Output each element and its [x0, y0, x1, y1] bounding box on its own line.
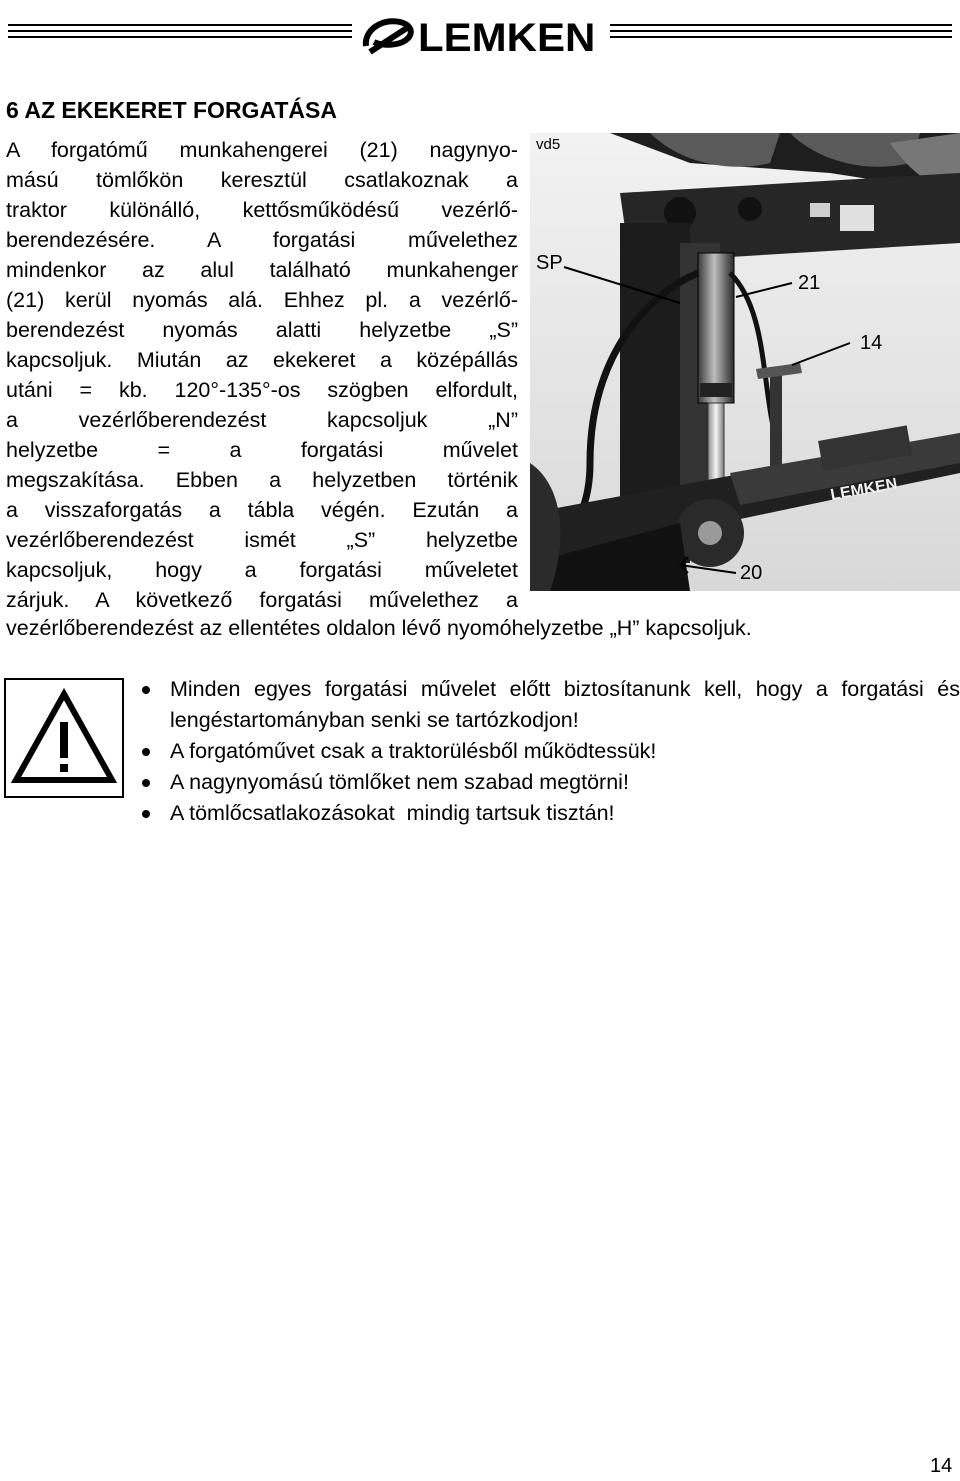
- paragraph-line: berendezést nyomás alatti helyzetbe „S”: [6, 318, 518, 342]
- header-rule-right: [610, 24, 952, 44]
- bullet-dot-icon: [142, 779, 150, 787]
- section-title: 6 AZ EKEKERET FORGATÁSA: [6, 97, 337, 123]
- paragraph-line: a visszaforgatás a tábla végén. Ezután a: [6, 498, 518, 522]
- bullet-text: A tömlőcsatlakozásokat mindig tartsuk tisztán!: [170, 801, 615, 825]
- figure-code-label: vd5: [536, 136, 561, 153]
- label-14: 14: [860, 332, 883, 354]
- plough-photo: [530, 133, 960, 591]
- bullet-dot-icon: [142, 810, 150, 818]
- page-header: [0, 0, 960, 70]
- body-paragraph: [6, 135, 518, 615]
- paragraph-line: vezérlőberendezést ismét „S” helyzetbe: [6, 528, 518, 552]
- paragraph-line: (21) kerül nyomás alá. Ehhez pl. a vezérlő-: [6, 288, 518, 312]
- paragraph-line: traktor különálló, kettősműködésű vezérlő-: [6, 198, 518, 222]
- paragraph-line: helyzetbe = a forgatási művelet: [6, 438, 518, 462]
- bullet-dot-icon: [142, 686, 150, 694]
- page-number: 14: [930, 1455, 953, 1477]
- paragraph-line: kapcsoljuk. Miután az ekekeret a középállás: [6, 348, 518, 372]
- paragraph-line: a vezérlőberendezést kapcsoljuk „N”: [6, 408, 518, 432]
- brand-emblem-icon: [360, 12, 418, 62]
- safety-bullet-list: [138, 674, 960, 829]
- paragraph-last-line: vezérlőberendezést az ellentétes oldalon lévő nyomóhelyzetbe „H” kapcsoljuk.: [6, 616, 752, 640]
- list-item: [138, 767, 960, 798]
- paragraph-line: A forgatómű munkahengerei (21) nagynyo-: [6, 138, 518, 162]
- label-sp: SP: [536, 252, 563, 274]
- bullet-text: Minden egyes forgatási művelet előtt biztosítanunk kell, hogy a forgatási és lengéstartományban senki se tartózkodjon!: [170, 677, 960, 732]
- paragraph-line: kapcsoljuk, hogy a forgatási műveletet: [6, 558, 518, 582]
- warning-triangle-icon: [4, 678, 124, 798]
- paragraph-line: berendezésére. A forgatási művelethez: [6, 228, 518, 252]
- brand-logo: [360, 12, 610, 62]
- plough-illustration: [530, 133, 960, 591]
- frame-brand-text: LEMKEN: [829, 475, 899, 505]
- label-20: 20: [740, 562, 763, 584]
- list-item: [138, 798, 960, 829]
- paragraph-line: mású tömlőkön keresztül csatlakoznak a: [6, 168, 518, 192]
- bullet-text: A nagynyomású tömlőket nem szabad megtörni!: [170, 770, 629, 794]
- bullet-dot-icon: [142, 748, 150, 756]
- bullet-text: A forgatóművet csak a traktorülésből működtessük!: [170, 739, 657, 763]
- paragraph-line: utáni = kb. 120°-135°-os szögben elfordult,: [6, 378, 518, 402]
- header-rule-left: [8, 24, 352, 44]
- list-item: [138, 674, 960, 736]
- paragraph-line: mindenkor az alul található munkahenger: [6, 258, 518, 282]
- paragraph-line: zárjuk. A következő forgatási művelethez a: [6, 588, 518, 612]
- paragraph-line: megszakítása. Ebben a helyzetben történik: [6, 468, 518, 492]
- brand-name: LEMKEN: [418, 16, 596, 60]
- label-21: 21: [798, 272, 821, 294]
- list-item: [138, 736, 960, 767]
